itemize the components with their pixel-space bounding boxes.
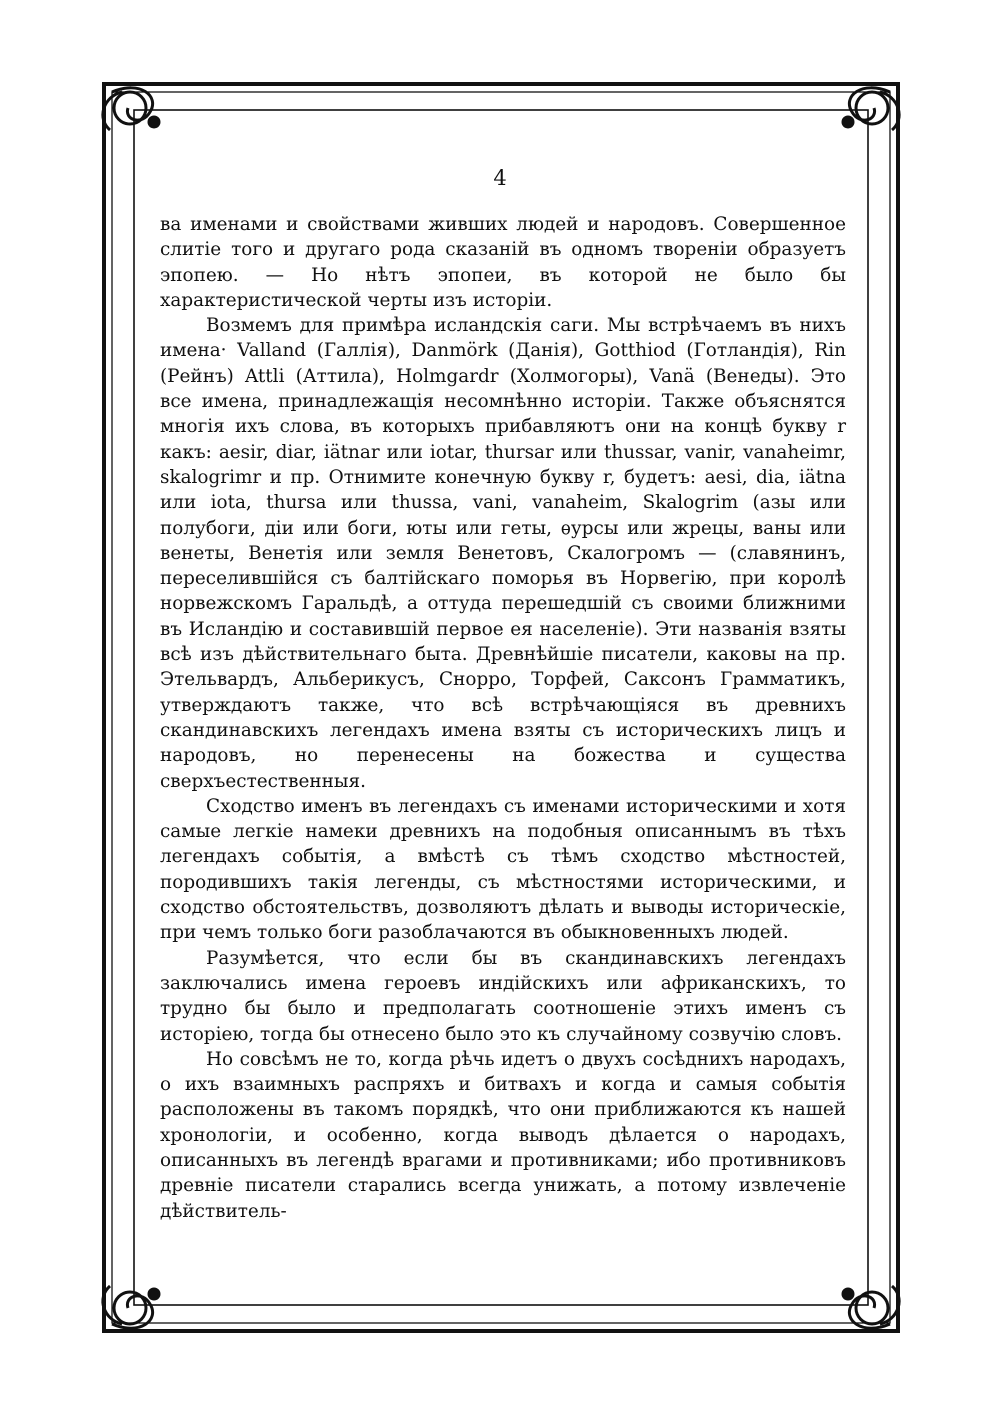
paragraph-5: Но совсѣмъ не то, когда рѣчь идетъ о двухъ сосѣднихъ народахъ, о ихъ взаимныхъ распряхъ и битвахъ и когда и самыя событія расположены въ такомъ порядкѣ, что они приближаются къ нашей хронологіи, и особенно, когда выводъ дѣлается о народахъ, описанныхъ въ легендѣ врагами и противниками; ибо противниковъ древніе писатели старались всегда унижать, а потому извлеченіе дѣйствитель- [160, 1048, 846, 1222]
paragraph-1: ва именами и свойствами живших людей и народовъ. Совершенное слитіе того и другаго рода сказаній въ одномъ твореніи образуетъ эпопею. — Но нѣтъ эпопеи, въ которой не было бы характеристической черты изъ исторіи. [160, 214, 846, 311]
paragraph-2: Возмемъ для примѣра исландскія саги. Мы встрѣчаемъ въ нихъ имена· Valland (Галлія), Danmörk (Данія), Gotthiod (Готландія), Rin (Рейнъ) Attli (Аттила), Holmgardr (Холмогоры), Vanä (Венеды). Это все имена, принадлежащія несомнѣнно исторіи. Также объяснятся многія ихъ слова, въ которыхъ прибавляютъ они на концѣ букву r какъ: aesir, diar, iätnar или iotar, thursar или thussar, vanir, vanaheimr, skalogrimr и пр. Отнимите конечную букву r, будетъ: aesi, dia, iätna или iota, thursa или thussa, vani, vanaheim, Skalogrim (азы или полубоги, діи или боги, юты или геты, ѳурсы или жрецы, ваны или венеты, Венетія или земля Венетовъ, Скалогромъ — (славянинъ, переселившійся съ балтійскаго поморья въ Норвегію, при королѣ норвежскомъ Гаральдѣ, а оттуда перешедшій съ своими ближними въ Исландію и составившій первое ея населеніе). Эти названія взяты всѣ изъ дѣйствительнаго быта. Древнѣйшіе писатели, каковы на пр. Этельвардъ, Альберикусъ, Снорро, Торфей, Саксонъ Грамматикъ, утверждаютъ также, что всѣ встрѣчающіяся въ древнихъ скандинавскихъ легендахъ имена взяты съ историческихъ лицъ и народовъ, но перенесены на божества и существа сверхъестественныя. [160, 315, 846, 792]
corner-ornament-top-left [103, 88, 159, 130]
paragraph-3: Сходство именъ въ легендахъ съ именами историческими и хотя самые легкіе намеки древнихъ на подобныя описаннымъ въ тѣхъ легендахъ событія, а вмѣстѣ съ тѣмъ сходство мѣстностей, породившихъ такія легенды, съ мѣстностями историческими, и сходство обстоятельствъ, дозволяютъ дѣлать и выводы историческіе, при чемъ только боги разоблачаются въ обыкновенныхъ людей. [160, 795, 846, 944]
body-text [160, 212, 846, 1224]
paragraph-4: Разумѣется, что если бы въ скандинавскихъ легендахъ заключались имена героевъ индійскихъ или африканскихъ, то трудно бы было и предполагать соотношеніе этихъ именъ съ исторіею, тогда бы отнесено было это къ случайному созвучію словъ. [160, 947, 846, 1045]
corner-ornament-bottom-left [103, 1286, 159, 1328]
corner-ornament-bottom-right [843, 1286, 899, 1328]
page-number: 4 [493, 166, 507, 190]
corner-ornament-top-right [843, 88, 899, 130]
